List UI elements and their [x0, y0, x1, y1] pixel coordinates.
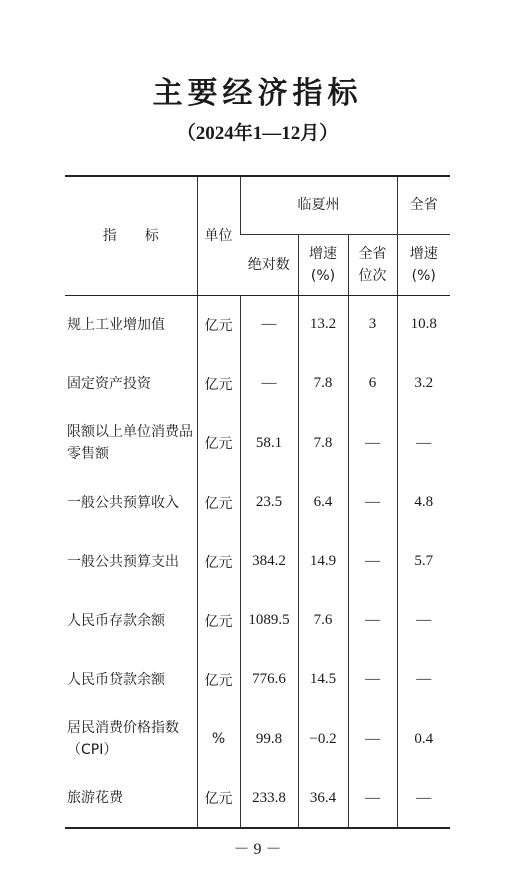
row-growth: 36.4 [298, 769, 348, 828]
row-absolute: — [240, 354, 298, 413]
row-growth: 7.6 [298, 591, 348, 650]
table-row [65, 354, 450, 413]
table-row [65, 650, 450, 709]
row-absolute: 99.8 [240, 709, 298, 769]
row-absolute: — [240, 295, 298, 354]
row-growth: 6.4 [298, 473, 348, 532]
row-unit: 亿元 [197, 354, 240, 413]
row-unit: 亿元 [197, 295, 240, 354]
table-row [65, 769, 450, 828]
table-row [65, 413, 450, 473]
row-absolute: 233.8 [240, 769, 298, 828]
header-rank [348, 234, 397, 295]
page-title: 主要经济指标 [152, 77, 363, 110]
header-indicator: 指 标 [65, 176, 197, 295]
row-growth: 7.8 [298, 413, 348, 473]
header-growth [298, 234, 348, 295]
table-row [65, 473, 450, 532]
header-absolute: 绝对数 [240, 234, 298, 295]
page-subtitle: （2024年1—12月） [176, 123, 339, 144]
row-absolute: 384.2 [240, 532, 298, 591]
row-province-growth: 4.8 [397, 473, 450, 532]
row-unit: 亿元 [197, 591, 240, 650]
row-absolute: 1089.5 [240, 591, 298, 650]
row-growth: 7.8 [298, 354, 348, 413]
row-name: 人民币贷款余额 [67, 671, 165, 688]
table-row [65, 295, 450, 354]
row-unit: 亿元 [197, 769, 240, 828]
row-name: 一般公共预算收入 [67, 494, 179, 511]
row-name: 人民币存款余额 [67, 612, 165, 629]
row-province-growth: — [397, 591, 450, 650]
economic-indicators-table [65, 175, 450, 829]
row-absolute: 58.1 [240, 413, 298, 473]
row-province-growth: 0.4 [397, 709, 450, 769]
row-unit: % [197, 709, 240, 769]
row-growth: −0.2 [298, 709, 348, 769]
row-province-growth: — [397, 769, 450, 828]
row-rank: 3 [348, 295, 397, 354]
header-province-growth-line1: 增速 [409, 245, 438, 262]
row-province-growth: — [397, 413, 450, 473]
row-province-growth: 10.8 [397, 295, 450, 354]
row-name: 固定资产投资 [67, 375, 151, 392]
header-region: 临夏州 [240, 176, 397, 234]
page-number: － 9 － [233, 841, 282, 858]
table-row [65, 591, 450, 650]
row-unit: 亿元 [197, 473, 240, 532]
row-rank: 6 [348, 354, 397, 413]
row-rank: — [348, 473, 397, 532]
row-province-growth: 5.7 [397, 532, 450, 591]
header-province: 全省 [397, 176, 450, 234]
row-province-growth: 3.2 [397, 354, 450, 413]
row-unit: 亿元 [197, 650, 240, 709]
row-growth: 13.2 [298, 295, 348, 354]
row-rank: — [348, 413, 397, 473]
row-name: 居民消费价格指数（CPI） [67, 720, 179, 758]
row-unit: 亿元 [197, 532, 240, 591]
row-rank: — [348, 769, 397, 828]
row-growth: 14.9 [298, 532, 348, 591]
row-name: 限额以上单位消费品零售额 [67, 424, 193, 462]
table-row [65, 709, 450, 769]
row-rank: — [348, 650, 397, 709]
header-rank-line1: 全省 [358, 245, 387, 262]
row-rank: — [348, 532, 397, 591]
header-province-growth [397, 234, 450, 295]
table-row [65, 532, 450, 591]
row-name: 旅游花费 [65, 769, 197, 828]
row-province-growth: — [397, 650, 450, 709]
row-name: 一般公共预算支出 [67, 553, 179, 570]
row-absolute: 776.6 [240, 650, 298, 709]
row-rank: — [348, 591, 397, 650]
header-growth-line1: 增速 [309, 245, 337, 262]
row-unit: 亿元 [197, 413, 240, 473]
row-rank: — [348, 709, 397, 769]
row-name: 规上工业增加值 [67, 316, 165, 333]
row-growth: 14.5 [298, 650, 348, 709]
row-absolute: 23.5 [240, 473, 298, 532]
header-province-growth-line2: (%) [411, 267, 436, 284]
header-growth-line2: (%) [310, 267, 336, 284]
header-unit: 单位 [197, 176, 240, 295]
header-rank-line2: 位次 [358, 267, 387, 284]
